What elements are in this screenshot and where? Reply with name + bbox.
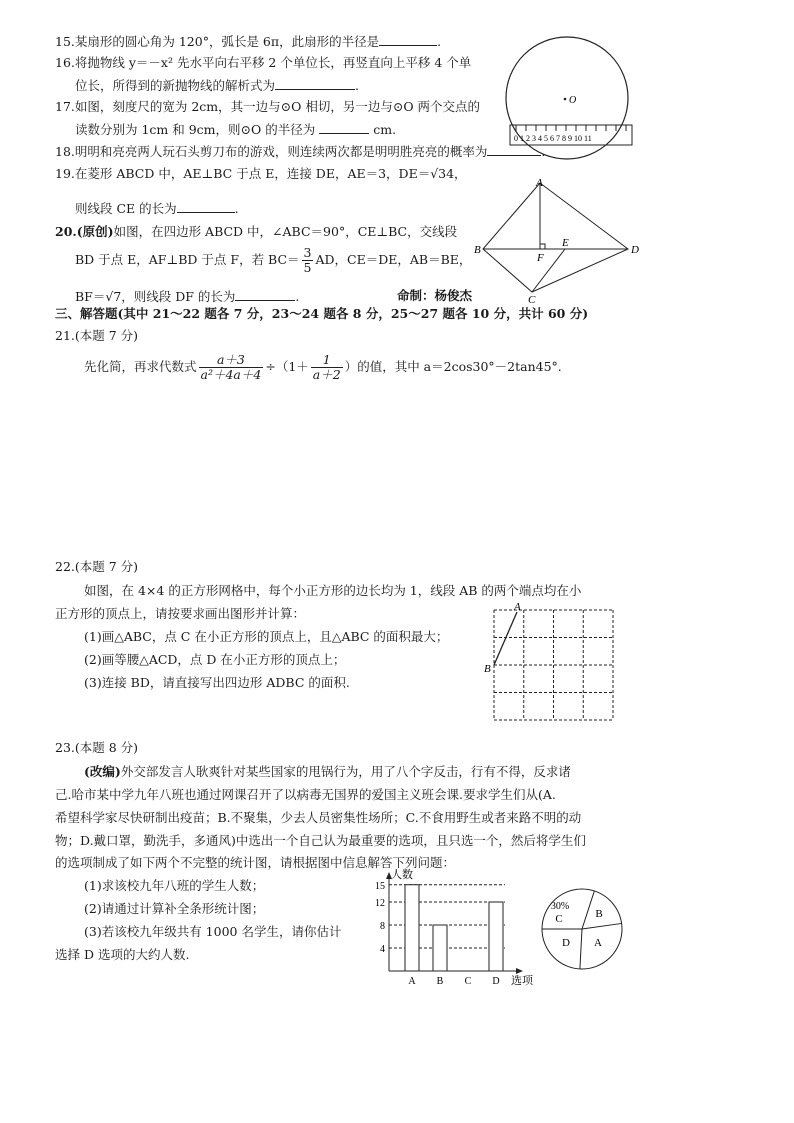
q15-text: 15.某扇形的圆心角为 120°，弧长是 6π，此扇形的半径是 [55, 34, 380, 49]
q18-end: . [541, 144, 546, 159]
label-c: C [528, 294, 536, 306]
q23-heading: 23.(本题 8 分) [55, 740, 139, 755]
frac1-den: a²＋4a＋4 [200, 367, 262, 382]
x-tick-label: A [408, 976, 416, 987]
q20-tag: 20.(原创) [55, 224, 114, 239]
pie-divider [582, 891, 594, 929]
q23-text: 外交部发言人耿爽针对某些国家的甩锅行为，用了八个字反击，行有不得，反求诸 [120, 764, 571, 779]
y-tick-label: 8 [380, 921, 385, 932]
q23-line5: 的选项制成了如下两个不完整的统计图，请根据图中信息解答下列问题： [55, 855, 456, 870]
ruler-numbers: 0 1 2 3 4 5 6 7 8 9 10 11 [514, 134, 592, 143]
q16-end: . [355, 78, 359, 93]
q16-line2: 位长，所得到的新抛物线的解析式为 [75, 78, 276, 93]
frac2-den: a＋2 [312, 367, 341, 382]
label-b: B [484, 663, 491, 675]
section-3-heading: 三、解答题(其中 21～22 题各 7 分，23～24 题各 8 分，25～27 题各 10 分，共计 60 分) [55, 306, 589, 321]
x-axis-label: 选项 [511, 975, 533, 987]
q17-end: cm. [373, 122, 397, 137]
pie-label-A: A [594, 937, 602, 949]
label-a: A [514, 601, 521, 613]
x-tick-label: C [464, 976, 472, 987]
q22-part3: (3)连接 BD，请直接写出四边形 ADBC 的面积. [84, 675, 350, 690]
q21-heading: 21.(本题 7 分) [55, 328, 139, 343]
label-e: E [562, 237, 569, 249]
q23-line4: 物；D.戴口罩，勤洗手，多通风)中选出一个自己认为最重要的选项，且只选一个，然后将学生们 [55, 833, 586, 848]
frac1-num: a＋3 [199, 353, 264, 368]
pie-label-D: D [562, 937, 570, 949]
y-tick-label: 15 [375, 880, 385, 892]
q17-line1: 17.如图，刻度尺的宽为 2cm，其一边与⊙O 相切，另一边与⊙O 两个交点的 [55, 99, 481, 114]
q23-tag: (改编) [84, 764, 121, 779]
pie-divider [582, 923, 622, 929]
y-axis-label: 人数 [391, 869, 413, 881]
frac-num: 3 [303, 245, 312, 260]
q20-text: 如图，在四边形 ABCD 中，∠ABC＝90°，CE⊥BC，交线段 [113, 224, 458, 239]
y-tick-label: 12 [375, 898, 385, 909]
q22-line1: 如图，在 4×4 的正方形网格中，每个小正方形的边长均为 1，线段 AB 的两个端点均在小 [84, 583, 582, 598]
q21-post: ）的值，其中 a＝2cos30°－2tan45°. [344, 359, 562, 374]
q22-part2: (2)画等腰△ACD，点 D 在小正方形的顶点上； [84, 652, 346, 667]
pie-label-B: B [595, 908, 603, 920]
x-tick-label: D [492, 976, 500, 987]
frac2-num: 1 [311, 353, 343, 368]
q22-heading: 22.(本题 7 分) [55, 559, 139, 574]
q18-text: 18.明明和亮亮两人玩石头剪刀布的游戏，则连续两次都是明明胜亮亮的概率为 [55, 144, 488, 159]
pie-percent-c: 30% [550, 901, 570, 912]
pie-divider [580, 929, 582, 969]
q23-line3: 希望科学家尽快研制出疫苗；B.不聚集，少去人员密集性场所；C.不食用野生或者来路不明的动 [55, 810, 582, 825]
q21-mid: ÷（1＋ [265, 359, 309, 374]
q15-end: . [437, 34, 442, 49]
q20-line2a: BD 于点 E，AF⊥BD 于点 F，若 BC＝ [75, 252, 300, 267]
q21-pre: 先化简，再求代数式 [84, 359, 197, 374]
label-d: D [631, 244, 639, 256]
x-tick-label: B [436, 976, 444, 987]
q23-part3a: (3)若该校九年级共有 1000 名学生，请你估计 [84, 924, 342, 939]
q23-part3b: 选择 D 选项的大约人数. [55, 947, 190, 962]
q23-part1: (1)求该校九年八班的学生人数； [84, 878, 265, 893]
pie-label-C: C [555, 913, 563, 925]
q22-line2: 正方形的顶点上，请按要求画出图形并计算： [55, 606, 306, 621]
q19-line2: 则线段 CE 的长为 [75, 201, 177, 216]
label-a: A [536, 177, 543, 189]
q23-part2: (2)请通过计算补全条形统计图； [84, 901, 265, 916]
label-f: F [537, 252, 544, 264]
q20-line3: BF＝√7，则线段 DF 的长为 [75, 289, 236, 304]
y-tick-label: 4 [380, 944, 385, 955]
label-o: O [569, 95, 577, 106]
q20-end: . [295, 289, 300, 304]
q16-line1: 16.将抛物线 y＝－x² 先水平向右平移 2 个单位长，再竖直向上平移 4 个单 [55, 55, 472, 70]
q22-part1: (1)画△ABC，点 C 在小正方形的顶点上，且△ABC 的面积最大； [84, 629, 449, 644]
q19-line1: 19.在菱形 ABCD 中，AE⊥BC 于点 E，连接 DE，AE＝3，DE＝√34， [55, 166, 467, 181]
q20-line2b: AD，CE＝DE，AB＝BE， [315, 252, 472, 267]
q17-line2: 读数分别为 1cm 和 9cm，则⊙O 的半径为 [75, 122, 316, 137]
q23-line2: 己.哈市某中学九年八班也通过网课召开了以病毒无国界的爱国主义班会课.要求学生们从(A. [55, 787, 556, 802]
q19-end: . [234, 201, 239, 216]
author-credit: 命制：杨俊杰 [397, 288, 473, 303]
frac-den: 5 [303, 260, 312, 275]
label-b: B [474, 244, 481, 256]
